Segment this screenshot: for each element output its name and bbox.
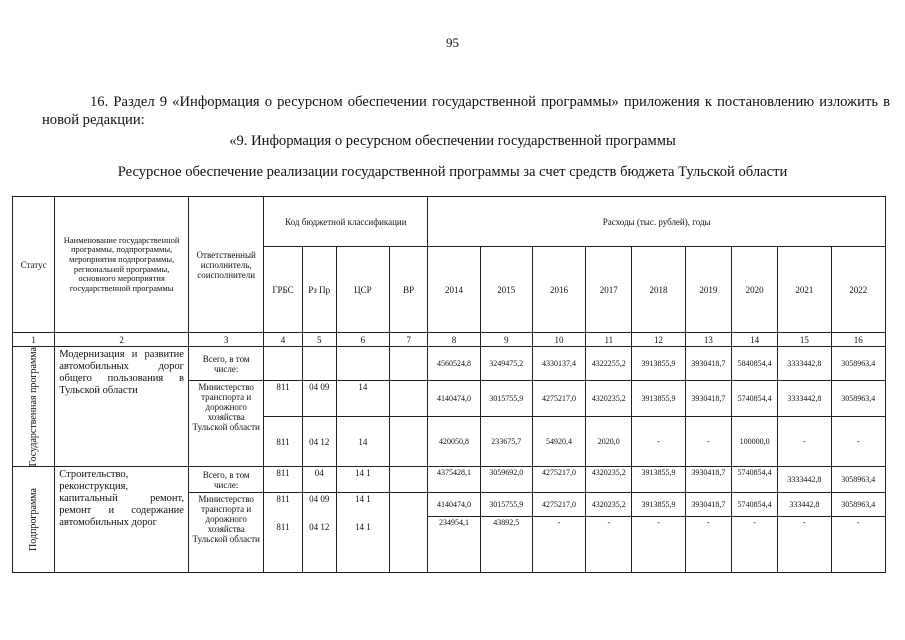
grbs-value: 811 <box>276 522 290 533</box>
status-label: Подпрограмма <box>28 488 40 552</box>
value-cell: 4140474,0 <box>428 381 480 417</box>
csr-value: 14 1 <box>355 494 371 505</box>
value-cell: 2020,0 <box>586 417 632 467</box>
col-number: 8 <box>428 333 480 347</box>
col-number: 3 <box>188 333 263 347</box>
executor-cell: Всего, в том числе: <box>188 347 263 381</box>
value-cell: 3333442,8 <box>778 347 831 381</box>
header-rzpr: Рз Пр <box>302 247 336 333</box>
header-csr: ЦСР <box>336 247 389 333</box>
header-status: Статус <box>13 197 55 333</box>
value-cell: 420050,8 <box>428 417 480 467</box>
vr-cell <box>390 467 428 493</box>
col-number: 7 <box>390 333 428 347</box>
value-cell: 3249475,2 <box>480 347 532 381</box>
value-cell: - <box>831 417 886 467</box>
rzpr-cell: 04 12 <box>302 417 336 467</box>
value-cell: 5740854,4 <box>731 493 777 517</box>
value-cell: 3913855,9 <box>632 381 685 417</box>
csr-cell <box>336 493 389 573</box>
col-number: 2 <box>55 333 189 347</box>
grbs-cell: 811 <box>264 467 302 493</box>
col-number: 11 <box>586 333 632 347</box>
value-cell: 3930418,7 <box>685 381 731 417</box>
header-grbs: ГРБС <box>264 247 302 333</box>
value-cell: 4375428,1 <box>428 467 480 493</box>
vr-cell <box>390 381 428 417</box>
value-cell: - <box>685 517 731 573</box>
value-cell: 3930418,7 <box>685 493 731 517</box>
col-number: 16 <box>831 333 886 347</box>
value-cell: - <box>778 417 831 467</box>
grbs-cell <box>264 347 302 381</box>
value-cell: - <box>532 517 585 573</box>
resource-table <box>12 196 886 573</box>
amendment-paragraph: 16. Раздел 9 «Информация о ресурсном обеспечении государственной программы» приложения к постановлению изложить в новой редакции: <box>42 94 890 128</box>
column-numbers-row <box>13 333 886 347</box>
col-number: 1 <box>13 333 55 347</box>
value-cell: 3333442,8 <box>778 381 831 417</box>
value-cell: 4330137,4 <box>532 347 585 381</box>
value-cell: 4320235,2 <box>586 381 632 417</box>
value-cell: 234954,1 <box>428 517 480 573</box>
value-cell: 3058963,4 <box>831 347 886 381</box>
value-cell: 3913855,9 <box>632 347 685 381</box>
section-heading: «9. Информация о ресурсном обеспечении государственной программы <box>229 133 676 149</box>
col-number: 4 <box>264 333 302 347</box>
grbs-value: 811 <box>276 494 290 505</box>
rzpr-cell: 04 09 <box>302 381 336 417</box>
value-cell: 3058963,4 <box>831 467 886 493</box>
header-year: 2018 <box>632 247 685 333</box>
csr-cell: 14 1 <box>336 467 389 493</box>
rzpr-cell <box>302 493 336 573</box>
csr-cell: 14 <box>336 417 389 467</box>
col-number: 15 <box>778 333 831 347</box>
grbs-cell: 811 <box>264 381 302 417</box>
csr-value: 14 1 <box>355 522 371 533</box>
value-cell: 4560524,8 <box>428 347 480 381</box>
value-cell: 3059692,0 <box>480 467 532 493</box>
header-year: 2014 <box>428 247 480 333</box>
col-number: 13 <box>685 333 731 347</box>
value-cell: 43892,5 <box>480 517 532 573</box>
header-year: 2016 <box>532 247 585 333</box>
status-cell <box>13 467 55 573</box>
header-year: 2020 <box>731 247 777 333</box>
status-label: Государственная программа <box>28 347 40 467</box>
value-cell: 5740854,4 <box>731 467 777 493</box>
value-cell: 3333442,8 <box>778 467 831 493</box>
value-cell: 3058963,4 <box>831 381 886 417</box>
header-year: 2022 <box>831 247 886 333</box>
csr-cell <box>336 347 389 381</box>
header-year: 2015 <box>480 247 532 333</box>
col-number: 12 <box>632 333 685 347</box>
value-cell: 333442,8 <box>778 493 831 517</box>
header-year: 2019 <box>685 247 731 333</box>
value-cell: 4140474,0 <box>428 493 480 517</box>
value-cell: - <box>831 517 886 573</box>
value-cell: - <box>731 517 777 573</box>
col-number: 6 <box>336 333 389 347</box>
value-cell: 4275217,0 <box>532 381 585 417</box>
status-cell <box>13 347 55 467</box>
header-name: Наименование государственной программы, подпрограммы, мероприятия подпрограммы, региональной программы, основного мероприятия государственной программы <box>55 197 189 333</box>
executor-cell: Всего, в том числе: <box>188 467 263 493</box>
value-cell: 4275217,0 <box>532 493 585 517</box>
value-cell: 3058963,4 <box>831 493 886 517</box>
vr-cell <box>390 347 428 381</box>
value-cell: 5740854,4 <box>731 381 777 417</box>
value-cell: 4275217,0 <box>532 467 585 493</box>
header-budget-code: Код бюджетной классификации <box>264 197 428 247</box>
value-cell: 3015755,9 <box>480 381 532 417</box>
rzpr-value: 04 12 <box>309 522 330 533</box>
rzpr-cell <box>302 347 336 381</box>
grbs-cell <box>264 493 302 573</box>
value-cell: 4322255,2 <box>586 347 632 381</box>
value-cell: 54920,4 <box>532 417 585 467</box>
rzpr-cell: 04 <box>302 467 336 493</box>
value-cell: 3015755,9 <box>480 493 532 517</box>
value-cell: 100000,0 <box>731 417 777 467</box>
value-cell: 233675,7 <box>480 417 532 467</box>
page-number: 95 <box>446 35 459 50</box>
value-cell: 5840854,4 <box>731 347 777 381</box>
header-executor: Ответственный исполнитель, соисполнители <box>188 197 263 333</box>
value-cell: - <box>778 517 831 573</box>
header-year: 2021 <box>778 247 831 333</box>
value-cell: - <box>632 517 685 573</box>
value-cell: 3930418,7 <box>685 347 731 381</box>
table-title: Ресурсное обеспечение реализации государственной программы за счет средств бюджета Тульской области <box>117 164 788 180</box>
executor-cell: Министерство транспорта и дорожного хозяйства Тульской области <box>188 493 263 573</box>
table-row <box>13 467 886 493</box>
grbs-cell: 811 <box>264 417 302 467</box>
col-number: 5 <box>302 333 336 347</box>
header-year: 2017 <box>586 247 632 333</box>
col-number: 14 <box>731 333 777 347</box>
value-cell: 4320235,2 <box>586 493 632 517</box>
col-number: 10 <box>532 333 585 347</box>
vr-cell <box>390 493 428 573</box>
header-vr: ВР <box>390 247 428 333</box>
executor-cell: Министерство транспорта и дорожного хозяйства Тульской области <box>188 381 263 467</box>
value-cell: 4320235,2 <box>586 467 632 493</box>
csr-cell: 14 <box>336 381 389 417</box>
value-cell: 3913855,9 <box>632 493 685 517</box>
rzpr-value: 04 09 <box>309 494 330 505</box>
value-cell: - <box>586 517 632 573</box>
program-name: Строительство, реконструкция, капитальный ремонт, ремонт и содержание автомобильных дорог <box>55 467 189 573</box>
value-cell: 3930418,7 <box>685 467 731 493</box>
vr-cell <box>390 417 428 467</box>
value-cell: 3913855,9 <box>632 467 685 493</box>
header-expenses: Расходы (тыс. рублей), годы <box>428 197 886 247</box>
value-cell: - <box>685 417 731 467</box>
col-number: 9 <box>480 333 532 347</box>
value-cell: - <box>632 417 685 467</box>
program-name: Модернизация и развитие автомобильных дорог общего пользования в Тульской области <box>55 347 189 467</box>
table-row <box>13 347 886 381</box>
